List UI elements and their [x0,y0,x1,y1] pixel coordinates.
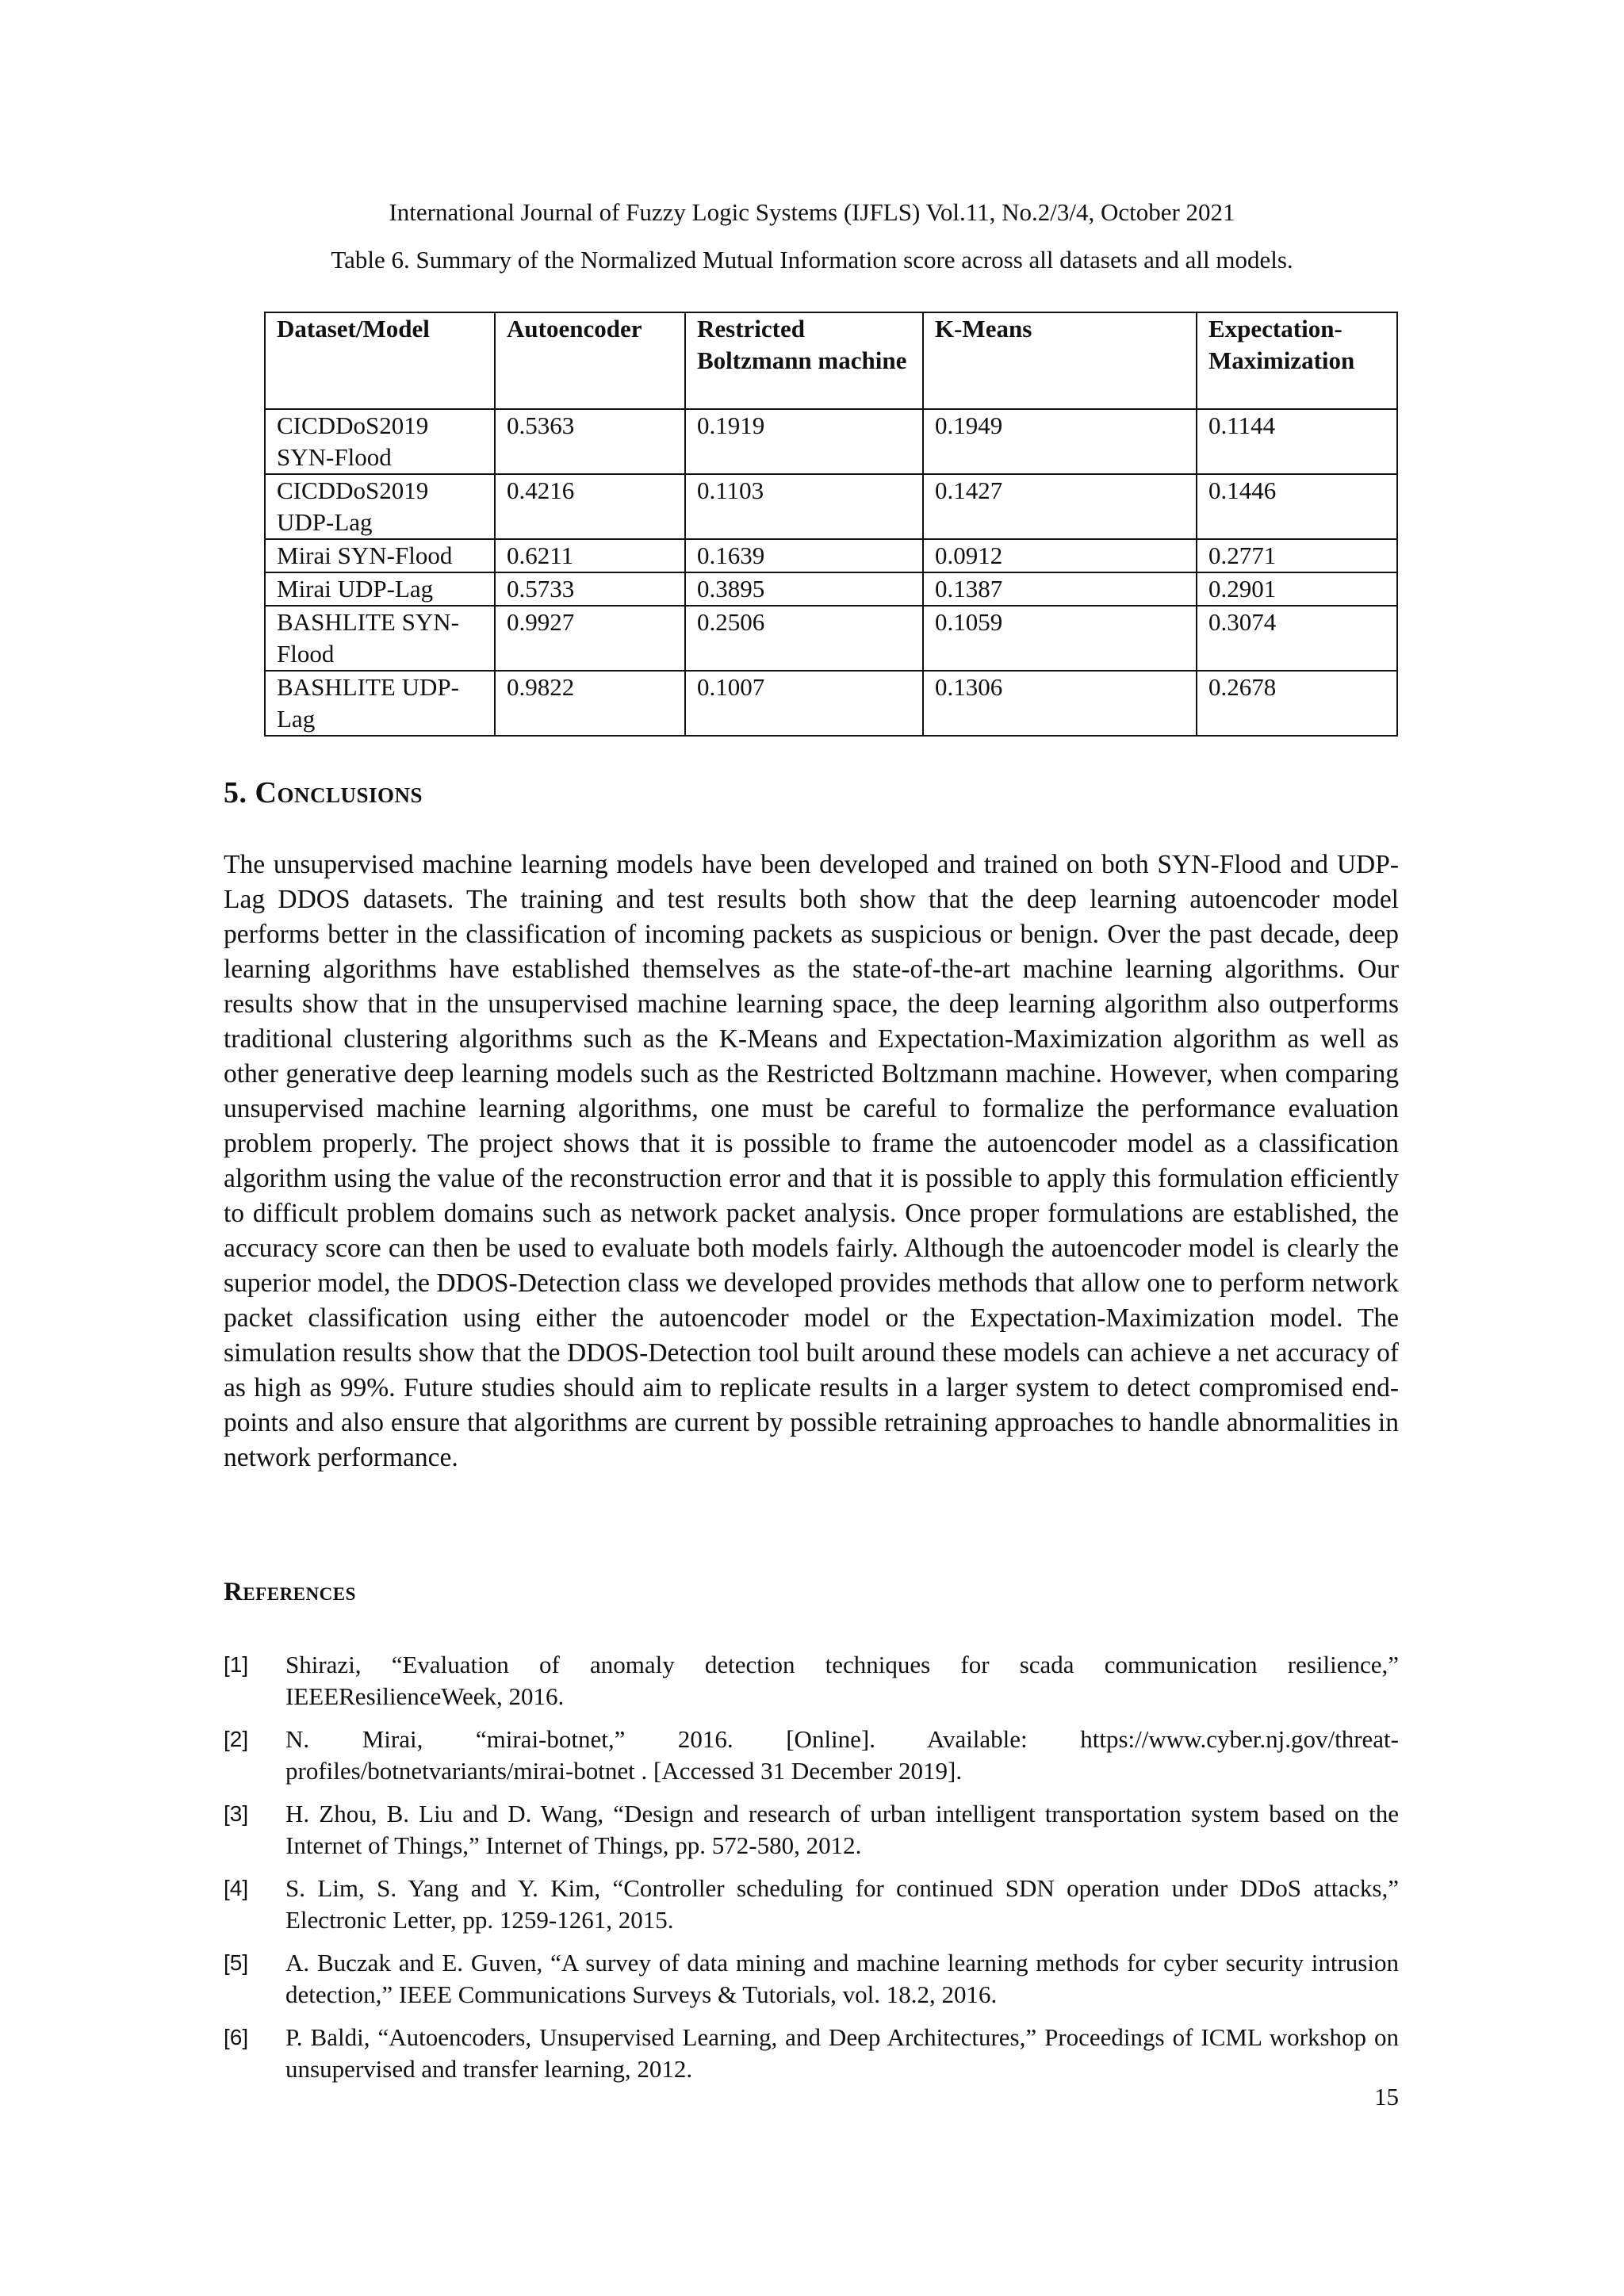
table-cell: 0.1949 [923,409,1197,474]
table-cell: 0.1387 [923,572,1197,606]
table-cell: 0.1306 [923,671,1197,736]
journal-header: International Journal of Fuzzy Logic Systems (IJFLS) Vol.11, No.2/3/4, October 2021 [389,198,1235,226]
table-cell: 0.1007 [685,671,923,736]
table-cell: 0.2506 [685,606,923,671]
reference-item [224,1873,1399,1936]
table-caption: Table 6. Summary of the Normalized Mutual Information score across all datasets and all models. [331,246,1293,274]
table-cell: Mirai SYN-Flood [265,539,495,572]
table-cell: 0.2901 [1197,572,1397,606]
table-cell: 0.5363 [495,409,685,474]
table-row [265,572,1397,606]
table-cell: 0.1427 [923,474,1197,539]
table-cell: BASHLITE UDP-Lag [265,671,495,736]
reference-number: [2] [224,1727,249,1751]
reference-text: N. Mirai, “mirai-botnet,” 2016. [Online]. Available: https://www.cyber.nj.gov/threat-profiles/botnetvariants/mirai-botnet . [Accessed 31 December 2019]. [285,1725,1399,1785]
table-cell: 0.1103 [685,474,923,539]
table-cell: 0.1446 [1197,474,1397,539]
references-heading: References [224,1578,356,1606]
table-cell: 0.0912 [923,539,1197,572]
reference-text: S. Lim, S. Yang and Y. Kim, “Controller scheduling for continued SDN operation under DDoS attacks,” Electronic Letter, pp. 1259-1261, 2015. [285,1874,1399,1934]
reference-text: H. Zhou, B. Liu and D. Wang, “Design and research of urban intelligent transportation system based on the Internet of Things,” Internet of Things, pp. 572-580, 2012. [285,1800,1399,1859]
table-row [265,671,1397,736]
reference-item [224,1947,1399,2011]
table-cell: 0.9927 [495,606,685,671]
table-cell: 0.2678 [1197,671,1397,736]
table-cell: 0.3074 [1197,606,1397,671]
column-header: Restricted Boltzmann machine [685,312,923,409]
table-cell: 0.4216 [495,474,685,539]
reference-number: [6] [224,2025,249,2049]
column-header: Autoencoder [495,312,685,409]
reference-number: [3] [224,1801,249,1826]
reference-text: P. Baldi, “Autoencoders, Unsupervised Learning, and Deep Architectures,” Proceedings of ICML workshop on unsupervised and transfer learning, 2012. [285,2023,1399,2083]
table-cell: Mirai UDP-Lag [265,572,495,606]
column-header: Expectation-Maximization [1197,312,1397,409]
table-cell: 0.5733 [495,572,685,606]
table-cell: 0.9822 [495,671,685,736]
table-cell: 0.1639 [685,539,923,572]
reference-number: [1] [224,1652,249,1677]
reference-number: [5] [224,1950,249,1975]
table-row [265,474,1397,539]
table-row [265,539,1397,572]
column-header: K-Means [923,312,1197,409]
reference-item [224,2022,1399,2085]
reference-item [224,1798,1399,1862]
table-cell: 0.1144 [1197,409,1397,474]
table-row [265,606,1397,671]
table-cell: CICDDoS2019 UDP-Lag [265,474,495,539]
table-cell: BASHLITE SYN-Flood [265,606,495,671]
table-header-row [265,312,1397,409]
column-header: Dataset/Model [265,312,495,409]
table-cell: CICDDoS2019 SYN-Flood [265,409,495,474]
conclusions-paragraph: The unsupervised machine learning models have been developed and trained on both SYN-Flood and UDP-Lag DDOS datasets. The training and test results both show that the deep learning autoencoder model performs better in the classification of incoming packets as suspicious or benign. Over the past decade, deep learning algorithms have established themselves as the state-of-the-art machine learning algorithms. Our results show that in the unsupervised machine learning space, the deep learning algorithm also outperforms traditional clustering algorithms such as the K-Means and Expectation-Maximization algorithm as well as other generative deep learning models such as the Restricted Boltzmann machine. However, when comparing unsupervised machine learning algorithms, one must be careful to formalize the performance evaluation problem properly. The project shows that it is possible to frame the autoencoder model as a classification algorithm using the value of the reconstruction error and that it is possible to apply this formulation efficiently to difficult problem domains such as network packet analysis. Once proper formulations are established, the accuracy score can then be used to evaluate both models fairly. Although the autoencoder model is clearly the superior model, the DDOS-Detection class we developed provides methods that allow one to perform network packet classification using either the autoencoder model or the Expectation-Maximization model. The simulation results show that the DDOS-Detection tool built around these models can achieve a net accuracy of as high as 99%. Future studies should aim to replicate results in a larger system to detect compromised end-points and also ensure that algorithms are current by possible retraining approaches to handle abnormalities in network performance. [224,850,1399,1472]
table-row [265,409,1397,474]
nmi-table [264,312,1398,737]
table-cell: 0.1919 [685,409,923,474]
reference-text: A. Buczak and E. Guven, “A survey of data mining and machine learning methods for cyber security intrusion detection,” IEEE Communications Surveys & Tutorials, vol. 18.2, 2016. [285,1949,1399,2008]
reference-item [224,1724,1399,1787]
reference-text: Shirazi, “Evaluation of anomaly detection techniques for scada communication resilience,” IEEEResilienceWeek, 2016. [285,1651,1399,1710]
page-number: 15 [1374,2083,1399,2110]
reference-number: [4] [224,1876,249,1900]
table-cell: 0.6211 [495,539,685,572]
table-cell: 0.1059 [923,606,1197,671]
table-cell: 0.3895 [685,572,923,606]
section-heading: 5. Conclusions [224,776,423,809]
table-cell: 0.2771 [1197,539,1397,572]
references-list [224,1649,1399,2096]
reference-item [224,1649,1399,1712]
